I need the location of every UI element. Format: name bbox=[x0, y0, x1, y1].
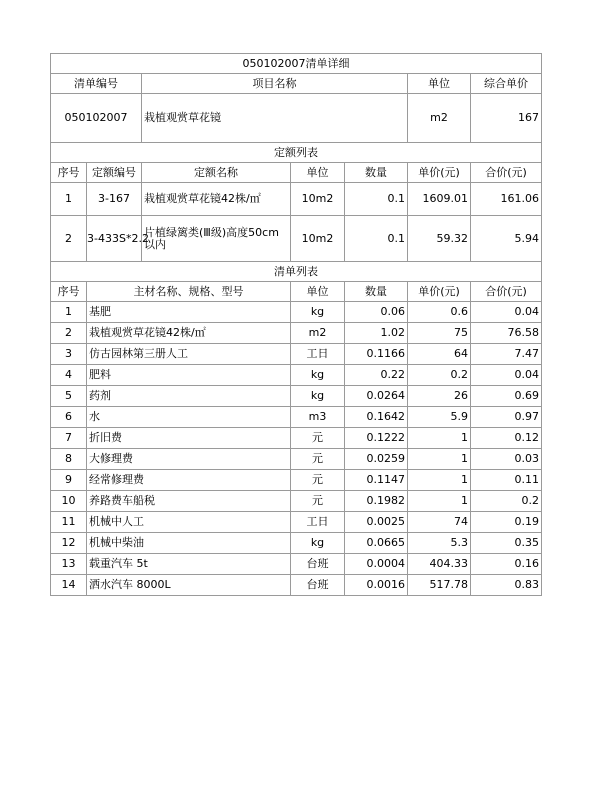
bill-name: 栽植观赏草花镜 bbox=[142, 94, 408, 143]
material-price-header: 单价(元) bbox=[408, 282, 471, 302]
material-total-header: 合价(元) bbox=[471, 282, 542, 302]
material-name: 机械中人工 bbox=[87, 512, 291, 533]
quota-name: 栽植观赏草花镜42株/㎡ bbox=[142, 183, 291, 216]
quota-code: 3-167 bbox=[87, 183, 142, 216]
material-row bbox=[51, 365, 542, 386]
material-row bbox=[51, 407, 542, 428]
material-row bbox=[51, 470, 542, 491]
material-row bbox=[51, 554, 542, 575]
material-total: 0.83 bbox=[471, 575, 542, 596]
material-unit-header: 单位 bbox=[291, 282, 345, 302]
quota-row bbox=[51, 216, 542, 262]
material-qty: 0.06 bbox=[345, 302, 408, 323]
material-row bbox=[51, 323, 542, 344]
material-row bbox=[51, 491, 542, 512]
material-unit: kg bbox=[291, 386, 345, 407]
material-qty: 0.1166 bbox=[345, 344, 408, 365]
quota-seq: 1 bbox=[51, 183, 87, 216]
bill-code-header: 清单编号 bbox=[51, 74, 142, 94]
material-name: 洒水汽车 8000L bbox=[87, 575, 291, 596]
material-price: 404.33 bbox=[408, 554, 471, 575]
title-row bbox=[51, 54, 542, 74]
material-name: 养路费车船税 bbox=[87, 491, 291, 512]
quota-section-title: 定额列表 bbox=[51, 143, 542, 163]
quota-total-header: 合价(元) bbox=[471, 163, 542, 183]
material-price: 517.78 bbox=[408, 575, 471, 596]
material-seq: 8 bbox=[51, 449, 87, 470]
material-seq: 2 bbox=[51, 323, 87, 344]
material-total: 0.12 bbox=[471, 428, 542, 449]
quota-qty: 0.1 bbox=[345, 183, 408, 216]
material-total: 0.19 bbox=[471, 512, 542, 533]
material-name-header: 主材名称、规格、型号 bbox=[87, 282, 291, 302]
bill-unit-price-header: 综合单价 bbox=[471, 74, 542, 94]
quota-qty-header: 数量 bbox=[345, 163, 408, 183]
material-unit: m3 bbox=[291, 407, 345, 428]
material-name: 大修理费 bbox=[87, 449, 291, 470]
material-name: 机械中柴油 bbox=[87, 533, 291, 554]
material-row bbox=[51, 533, 542, 554]
bill-detail-table bbox=[50, 53, 542, 596]
material-section-title-row bbox=[51, 262, 542, 282]
material-qty-header: 数量 bbox=[345, 282, 408, 302]
material-unit: 元 bbox=[291, 428, 345, 449]
material-seq: 5 bbox=[51, 386, 87, 407]
quota-seq: 2 bbox=[51, 216, 87, 262]
material-name: 肥料 bbox=[87, 365, 291, 386]
material-unit: 工日 bbox=[291, 512, 345, 533]
material-unit: kg bbox=[291, 533, 345, 554]
material-row bbox=[51, 512, 542, 533]
material-total: 0.35 bbox=[471, 533, 542, 554]
material-name: 折旧费 bbox=[87, 428, 291, 449]
quota-total: 5.94 bbox=[471, 216, 542, 262]
quota-unit: 10m2 bbox=[291, 183, 345, 216]
bill-row bbox=[51, 94, 542, 143]
material-qty: 0.0665 bbox=[345, 533, 408, 554]
sheet-title: 050102007清单详细 bbox=[51, 54, 542, 74]
material-total: 0.03 bbox=[471, 449, 542, 470]
material-total: 0.04 bbox=[471, 302, 542, 323]
quota-name-header: 定额名称 bbox=[142, 163, 291, 183]
material-seq: 9 bbox=[51, 470, 87, 491]
material-qty: 1.02 bbox=[345, 323, 408, 344]
material-qty: 0.0259 bbox=[345, 449, 408, 470]
material-unit: 台班 bbox=[291, 554, 345, 575]
material-qty: 0.1642 bbox=[345, 407, 408, 428]
bill-unit-header: 单位 bbox=[408, 74, 471, 94]
material-seq: 11 bbox=[51, 512, 87, 533]
material-price: 64 bbox=[408, 344, 471, 365]
material-seq: 6 bbox=[51, 407, 87, 428]
material-name: 载重汽车 5t bbox=[87, 554, 291, 575]
bill-header-row bbox=[51, 74, 542, 94]
material-price: 74 bbox=[408, 512, 471, 533]
bill-unit-price: 167 bbox=[471, 94, 542, 143]
quota-section-title-row bbox=[51, 143, 542, 163]
bill-unit: m2 bbox=[408, 94, 471, 143]
material-row bbox=[51, 449, 542, 470]
material-price: 0.2 bbox=[408, 365, 471, 386]
material-seq: 10 bbox=[51, 491, 87, 512]
quota-unit-header: 单位 bbox=[291, 163, 345, 183]
material-seq: 13 bbox=[51, 554, 87, 575]
material-qty: 0.0025 bbox=[345, 512, 408, 533]
material-price: 1 bbox=[408, 491, 471, 512]
material-price: 26 bbox=[408, 386, 471, 407]
material-row bbox=[51, 302, 542, 323]
material-total: 76.58 bbox=[471, 323, 542, 344]
material-price: 1 bbox=[408, 428, 471, 449]
material-name: 仿古园林第三册人工 bbox=[87, 344, 291, 365]
material-seq-header: 序号 bbox=[51, 282, 87, 302]
material-total: 0.69 bbox=[471, 386, 542, 407]
material-name: 基肥 bbox=[87, 302, 291, 323]
material-seq: 4 bbox=[51, 365, 87, 386]
material-qty: 0.0264 bbox=[345, 386, 408, 407]
material-qty: 0.0004 bbox=[345, 554, 408, 575]
quota-row bbox=[51, 183, 542, 216]
material-seq: 3 bbox=[51, 344, 87, 365]
material-seq: 14 bbox=[51, 575, 87, 596]
material-price: 5.9 bbox=[408, 407, 471, 428]
material-qty: 0.1982 bbox=[345, 491, 408, 512]
material-qty: 0.1222 bbox=[345, 428, 408, 449]
quota-code-header: 定额编号 bbox=[87, 163, 142, 183]
material-row bbox=[51, 386, 542, 407]
material-total: 0.11 bbox=[471, 470, 542, 491]
material-unit: 台班 bbox=[291, 575, 345, 596]
material-price: 5.3 bbox=[408, 533, 471, 554]
material-header-row bbox=[51, 282, 542, 302]
material-name: 栽植观赏草花镜42株/㎡ bbox=[87, 323, 291, 344]
material-qty: 0.1147 bbox=[345, 470, 408, 491]
material-name: 药剂 bbox=[87, 386, 291, 407]
material-unit: kg bbox=[291, 302, 345, 323]
material-row bbox=[51, 575, 542, 596]
quota-total: 161.06 bbox=[471, 183, 542, 216]
material-price: 1 bbox=[408, 449, 471, 470]
bill-code: 050102007 bbox=[51, 94, 142, 143]
material-seq: 7 bbox=[51, 428, 87, 449]
material-name: 经常修理费 bbox=[87, 470, 291, 491]
material-total: 7.47 bbox=[471, 344, 542, 365]
quota-name: 片植绿篱类(Ⅲ级)高度50cm以内 bbox=[142, 216, 291, 262]
material-row bbox=[51, 344, 542, 365]
quota-qty: 0.1 bbox=[345, 216, 408, 262]
material-unit: kg bbox=[291, 365, 345, 386]
material-seq: 12 bbox=[51, 533, 87, 554]
material-unit: 元 bbox=[291, 449, 345, 470]
quota-price: 1609.01 bbox=[408, 183, 471, 216]
material-unit: 元 bbox=[291, 470, 345, 491]
material-seq: 1 bbox=[51, 302, 87, 323]
material-total: 0.04 bbox=[471, 365, 542, 386]
quota-header-row bbox=[51, 163, 542, 183]
material-total: 0.16 bbox=[471, 554, 542, 575]
material-name: 水 bbox=[87, 407, 291, 428]
material-section-title: 清单列表 bbox=[51, 262, 542, 282]
material-qty: 0.22 bbox=[345, 365, 408, 386]
quota-price-header: 单价(元) bbox=[408, 163, 471, 183]
quota-seq-header: 序号 bbox=[51, 163, 87, 183]
material-qty: 0.0016 bbox=[345, 575, 408, 596]
material-total: 0.97 bbox=[471, 407, 542, 428]
material-unit: 元 bbox=[291, 491, 345, 512]
material-total: 0.2 bbox=[471, 491, 542, 512]
material-price: 0.6 bbox=[408, 302, 471, 323]
quota-price: 59.32 bbox=[408, 216, 471, 262]
material-row bbox=[51, 428, 542, 449]
bill-name-header: 项目名称 bbox=[142, 74, 408, 94]
quota-code: 3-433S*2.2 bbox=[87, 216, 142, 262]
material-price: 1 bbox=[408, 470, 471, 491]
material-unit: m2 bbox=[291, 323, 345, 344]
quota-unit: 10m2 bbox=[291, 216, 345, 262]
material-price: 75 bbox=[408, 323, 471, 344]
material-unit: 工日 bbox=[291, 344, 345, 365]
